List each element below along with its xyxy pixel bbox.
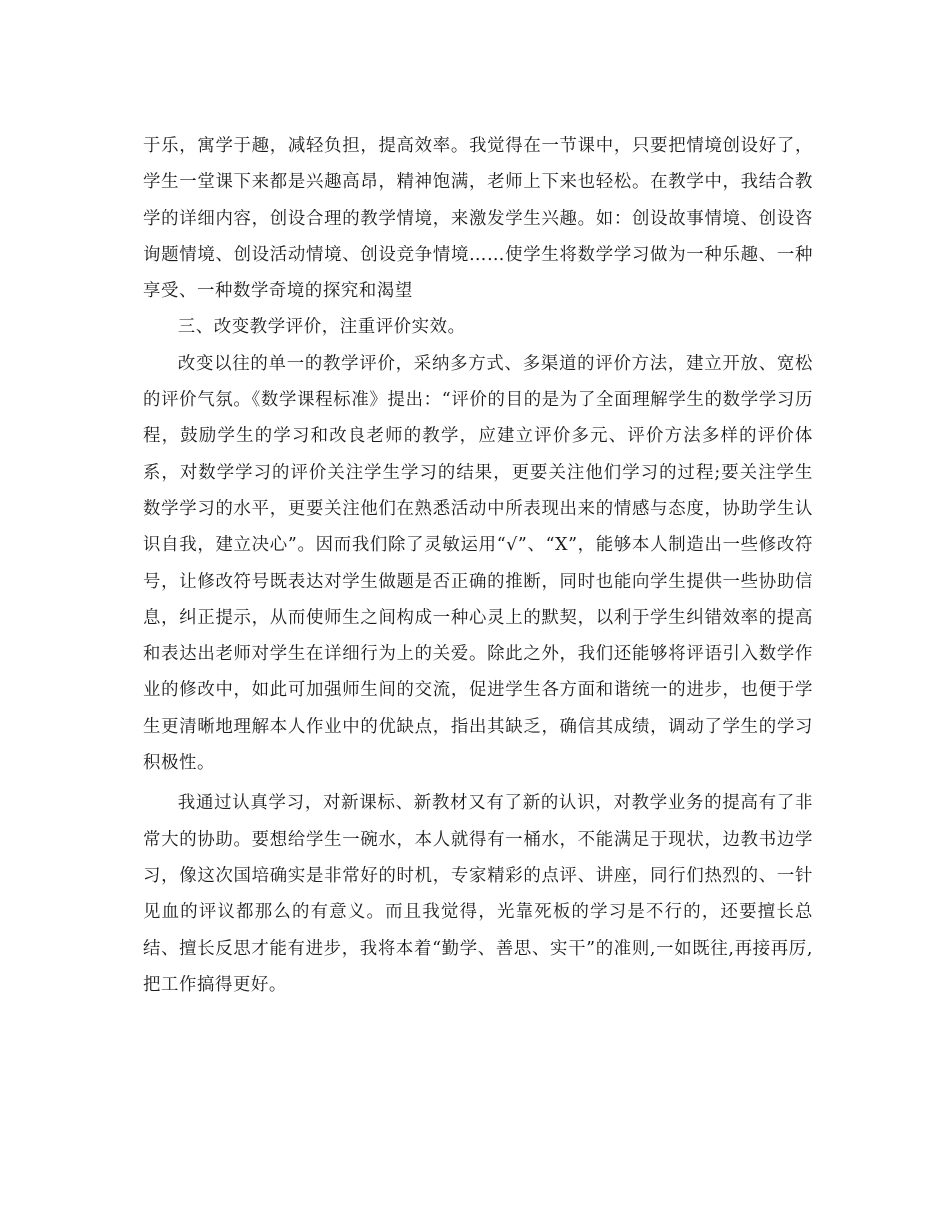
paragraph-conclusion: 我通过认真学习，对新课标、新教材又有了新的认识，对教学业务的提高有了非常大的协助。要想给学生一碗水，本人就得有一桶水，不能满足于现状，边教书边学习，像这次国培确实是非常好的时机，专家精彩的点评、讲座，同行们热烈的、一针见血的评议都那么的有意义。而且我觉得，光靠死板的学习是不行的，还要擅长总结、擅长反思才能有进步，我将本着“勤学、善思、实干”的准则,一如既往,再接再厉,把工作搞得更好。 [143,793,813,995]
paragraph-evaluation: 改变以往的单一的教学评价，采纳多方式、多渠道的评价方法，建立开放、宽松的评价气氛。《数学课程标准》提出：“评价的目的是为了全面理解学生的数学学习历程，鼓励学生的学习和改良老师的教学，应建立评价多元、评价方法多样的评价体系，对数学学习的评价关注学生学习的结果，更要关注他们学习的过程;要关注学生数学学习的水平，更要关注他们在熟悉活动中所表现出来的情感与态度，协助学生认识自我，建立决心”。因而我们除了灵敏运用“√”、“X”，能够本人制造出一些修改符号，让修改符号既表达对学生做题是否正确的推断，同时也能向学生提供一些协助信息，纠正提示，从而使师生之间构成一种心灵上的默契，以利于学生纠错效率的提高和表达出老师对学生在详细行为上的关爱。除此之外，我们还能够将评语引入数学作业的修改中，如此可加强师生间的交流，促进学生各方面和谐统一的进步，也便于学生更清晰地理解本人作业中的优缺点，指出其缺乏，确信其成绩，调动了学生的学习积极性。 [143,353,813,774]
paragraph-continuation: 于乐，寓学于趣，减轻负担，提高效率。我觉得在一节课中，只要把情境创设好了，学生一堂课下来都是兴趣高昂，精神饱满，老师上下来也轻松。在教学中，我结合教学的详细内容，创设合理的教学情境，来激发学生兴趣。如：创设故事情境、创设咨询题情境、创设活动情境、创设竞争情境……使学生将数学学习做为一种乐趣、一种享受、一种数学奇境的探究和渴望 [143,136,813,302]
section-heading: 三、改变教学评价，注重评价实效。 [177,317,466,338]
document-body [143,128,813,1003]
